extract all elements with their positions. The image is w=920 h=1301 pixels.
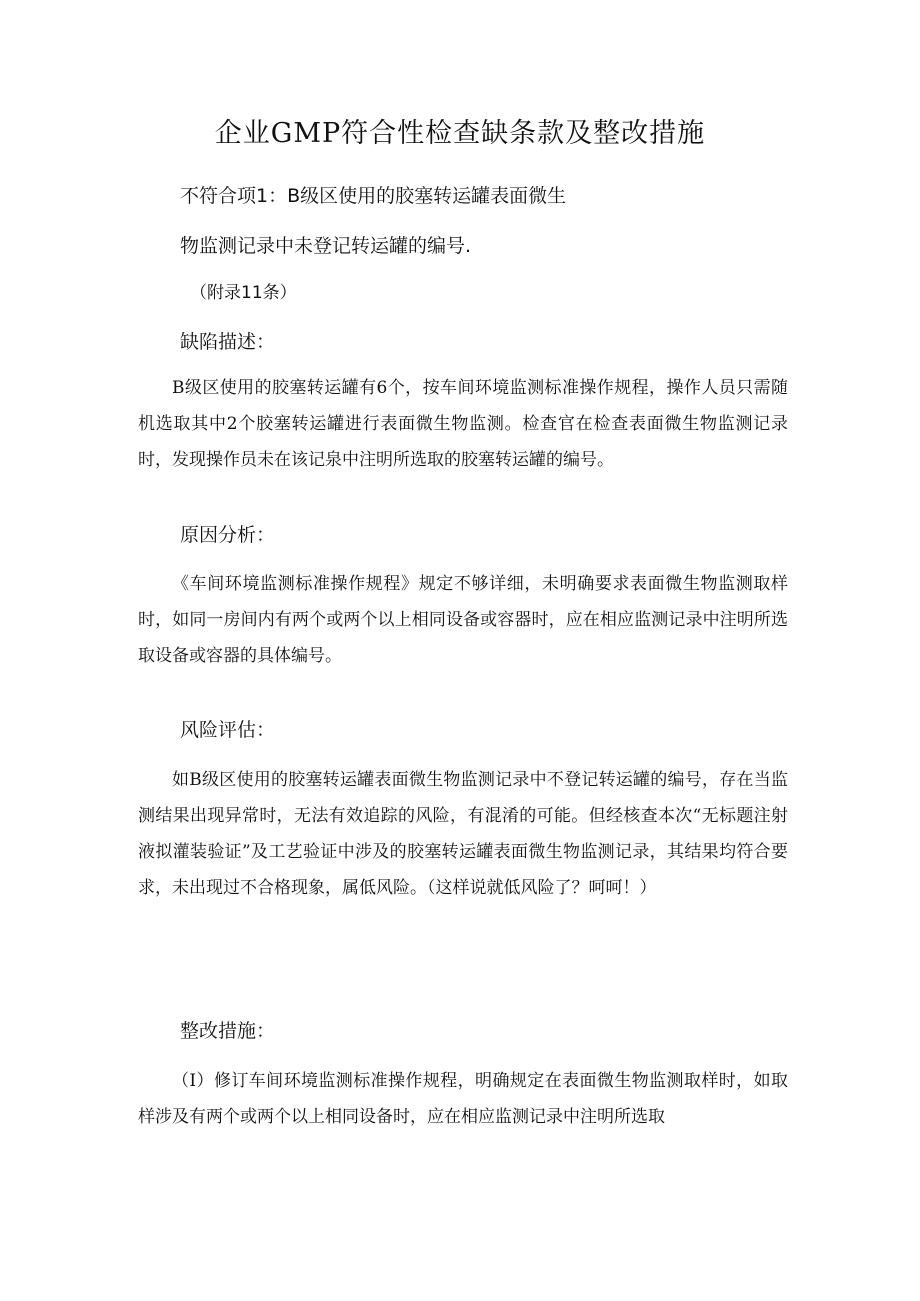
defect-heading: 缺陷描述： <box>180 331 276 353</box>
appendix-reference: （附录11条） <box>190 283 297 303</box>
document-title: 企业GMP符合性检查缺条款及整改措施 <box>214 118 706 149</box>
risk-paragraph: 如B级区使用的胶塞转运罐表面微生物监测记录中不登记转运罐的编号，存在当监测结果出现异常时，无法有效追踪的风险，有混淆的可能。但经核查本次“无标题注射液拟灌装验证”及工艺验证中涉及的胶塞转运罐表面微生物监测记录，其结果均符合要求，未出现过不合格现象，属低风险。（这样说就低风险了？呵呵！） <box>138 770 788 898</box>
corrective-heading: 整改措施： <box>180 1020 276 1042</box>
cause-heading: 原因分析： <box>180 524 276 546</box>
nonconformity-line-2: 物监测记录中未登记转运罐的编号. <box>180 235 472 257</box>
cause-paragraph: 《车间环境监测标准操作规程》规定不够详细，未明确要求表面微生物监测取样时，如同一房间内有两个或两个以上相同设备或容器时，应在相应监测记录中注明所选取设备或容器的具体编号。 <box>138 574 788 666</box>
risk-heading: 风险评估： <box>180 719 276 741</box>
defect-paragraph: B级区使用的胶塞转运罐有6个，按车间环境监测标准操作规程，操作人员只需随机选取其中2个胶塞转运罐进行表面微生物监测。检查官在检查表面微生物监测记录时，发现操作员未在该记泉中注明所选取的胶塞转运罐的编号。 <box>138 378 788 470</box>
nonconformity-line-1: 不符合项1：B级区使用的胶塞转运罐表面微生 <box>180 185 567 207</box>
corrective-paragraph: （I）修订车间环境监测标准操作规程，明确规定在表面微生物监测取样时，如取样涉及有两个或两个以上相同设备时，应在相应监测记录中注明所选取 <box>138 1071 788 1127</box>
